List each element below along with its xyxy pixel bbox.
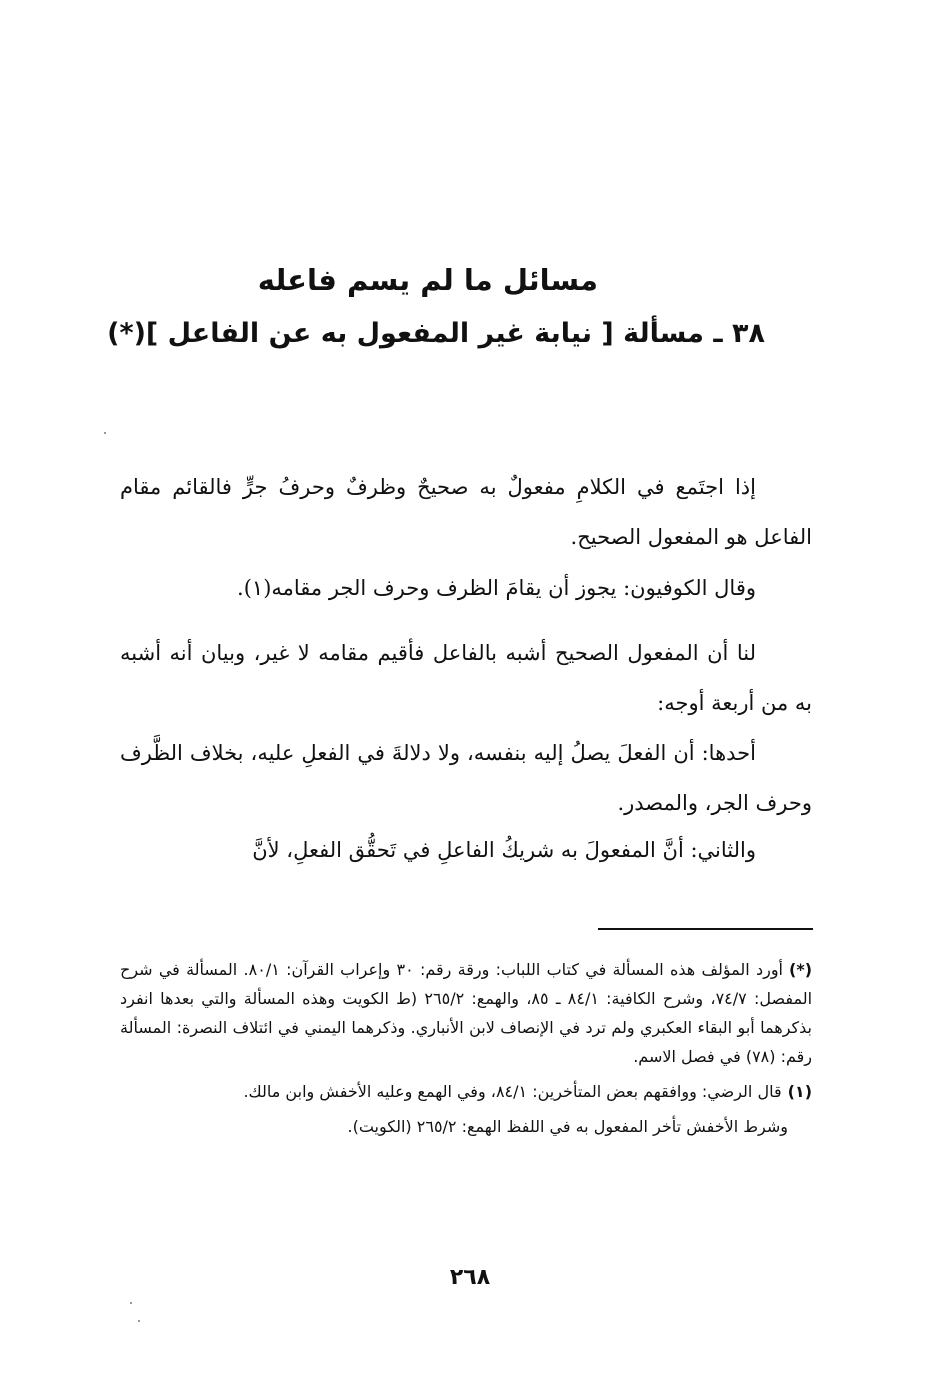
scan-speck — [138, 1320, 140, 1322]
scan-speck — [104, 432, 106, 434]
footnote — [120, 955, 812, 1071]
footnote-marker: (*) — [789, 960, 813, 979]
footnote-separator — [598, 928, 813, 930]
footnote-text: وشرط الأخفش تأخر المفعول به في اللفظ الهمع: ٢٦٥/٢ (الكويت). — [347, 1117, 788, 1136]
issue-title: ٣٨ ـ مسألة [ نيابة غير المفعول به عن الفاعل ](*) — [107, 318, 765, 349]
footnote — [120, 1077, 812, 1106]
body-paragraph: والثاني: أنَّ المفعولَ به شريكُ الفاعلِ في تَحقُّق الفعلِ، لأنَّ — [252, 838, 756, 862]
footnote-text: قال الرضي: ووافقهم بعض المتأخرين: ٨٤/١، وفي الهمع وعليه الأخفش وابن مالك. — [243, 1082, 782, 1101]
body-paragraph: وقال الكوفيون: يجوز أن يقامَ الظرف وحرف الجر مقامه(١). — [237, 576, 756, 600]
footnote-text: أورد المؤلف هذه المسألة في كتاب اللباب: ورقة رقم: ٣٠ وإعراب القرآن: ٨٠/١. المسألة في شرح المفصل: ٧٤/٧، وشرح الكافية: ٨٤/١ ـ ٨٥، والهمع: ٢٦٥/٢ (ط الكويت وهذه المسألة والتي بعدها انفرد بذكرهما أبو البقاء العكبري ولم ترد في الإنصاف لابن الأنباري. وذكرهما اليمني في ائتلاف النصرة: المسألة رقم: (٧٨) في فصل الاسم. — [120, 960, 813, 1066]
footnotes — [120, 955, 812, 1147]
chapter-title: مسائل ما لم يسم فاعله — [257, 263, 598, 297]
footnote-marker: (١) — [787, 1082, 812, 1101]
body-paragraph: إذا اجتَمع في الكلامِ مفعولٌ به صحيحٌ وظرفٌ وحرفُ جرٍّ فالقائم مقام الفاعل هو المفعول الصحيح. — [120, 475, 812, 549]
page-number: ٢٦٨ — [449, 1265, 491, 1290]
body-paragraph: لنا أن المفعول الصحيح أشبه بالفاعل فأقيم مقامه لا غير، وبيان أنه أشبه به من أربعة أوجه: — [120, 641, 812, 715]
scan-speck — [130, 1302, 132, 1304]
footnote — [120, 1112, 812, 1141]
body-paragraph: أحدها: أن الفعلَ يصلُ إليه بنفسه، ولا دلالةَ في الفعلِ عليه، بخلاف الظَّرف وحرف الجر، والمصدر. — [120, 741, 812, 815]
